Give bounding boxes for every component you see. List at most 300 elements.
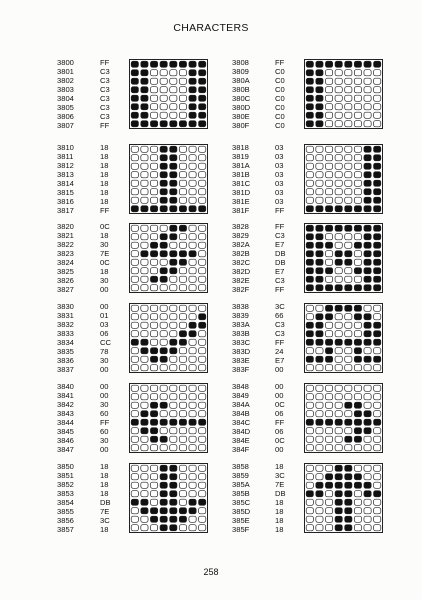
pixel-off bbox=[131, 428, 138, 434]
pixel-off bbox=[150, 499, 157, 505]
address: 382E bbox=[232, 276, 250, 285]
pixel-on bbox=[189, 87, 196, 93]
address: 382D bbox=[232, 267, 251, 276]
pixel-off bbox=[374, 121, 381, 127]
byte-value: 30 bbox=[100, 436, 109, 445]
pixel-on bbox=[364, 251, 371, 257]
byte-column bbox=[100, 58, 120, 130]
pixel-off bbox=[325, 402, 332, 408]
byte-value: 18 bbox=[100, 462, 109, 471]
pixel-off bbox=[131, 322, 138, 328]
pixel-grid bbox=[304, 383, 383, 453]
byte-value: 24 bbox=[275, 347, 284, 356]
pixel-off bbox=[325, 172, 332, 178]
address: 3842 bbox=[57, 400, 74, 409]
pixel-off bbox=[364, 70, 371, 76]
pixel-on bbox=[306, 78, 313, 84]
address-column bbox=[232, 382, 266, 454]
pixel-on bbox=[160, 525, 167, 531]
pixel-off bbox=[345, 385, 352, 391]
byte-value: 0C bbox=[100, 258, 110, 267]
pixel-on bbox=[306, 331, 313, 337]
address: 381C bbox=[232, 179, 251, 188]
pixel-off bbox=[316, 305, 323, 311]
pixel-on bbox=[141, 61, 148, 67]
address: 3811 bbox=[57, 152, 74, 161]
pixel-off bbox=[150, 268, 157, 274]
pixel-off bbox=[189, 356, 196, 362]
byte-value: FF bbox=[275, 206, 285, 215]
byte-value: 18 bbox=[275, 507, 284, 516]
pixel-on bbox=[374, 155, 381, 161]
pixel-on bbox=[354, 419, 361, 425]
pixel-off bbox=[199, 146, 206, 152]
byte-value: DB bbox=[100, 498, 111, 507]
byte-value: 0C bbox=[100, 222, 110, 231]
pixel-on bbox=[316, 259, 323, 265]
pixel-off bbox=[150, 491, 157, 497]
byte-value: E7 bbox=[275, 240, 285, 249]
byte-value: 18 bbox=[100, 480, 109, 489]
pixel-on bbox=[364, 234, 371, 240]
pixel-on bbox=[354, 242, 361, 248]
pixel-off bbox=[354, 95, 361, 101]
pixel-off bbox=[306, 474, 313, 480]
address: 3801 bbox=[57, 67, 74, 76]
pixel-off bbox=[306, 402, 313, 408]
address: 3855 bbox=[57, 507, 74, 516]
pixel-off bbox=[179, 305, 186, 311]
pixel-off bbox=[199, 180, 206, 186]
pixel-off bbox=[374, 365, 381, 371]
pixel-on bbox=[345, 436, 352, 442]
byte-value: FF bbox=[275, 285, 285, 294]
address: 3857 bbox=[57, 525, 74, 534]
pixel-on bbox=[160, 482, 167, 488]
pixel-off bbox=[179, 525, 186, 531]
pixel-on bbox=[170, 259, 177, 265]
pixel-off bbox=[160, 285, 167, 291]
pixel-on bbox=[345, 508, 352, 514]
byte-value: 03 bbox=[275, 197, 284, 206]
pixel-grid bbox=[304, 303, 383, 373]
pixel-on bbox=[354, 474, 361, 480]
pixel-grid-svg bbox=[130, 384, 207, 452]
address: 3812 bbox=[57, 161, 74, 170]
pixel-off bbox=[131, 482, 138, 488]
pixel-on bbox=[179, 251, 186, 257]
pixel-off bbox=[199, 163, 206, 169]
pixel-on bbox=[364, 268, 371, 274]
pixel-on bbox=[335, 305, 342, 311]
byte-value: 3C bbox=[100, 516, 110, 525]
pixel-on bbox=[345, 339, 352, 345]
pixel-off bbox=[170, 428, 177, 434]
pixel-off bbox=[335, 146, 342, 152]
pixel-on bbox=[179, 339, 186, 345]
address: 3814 bbox=[57, 179, 74, 188]
pixel-off bbox=[325, 197, 332, 203]
pixel-on bbox=[316, 112, 323, 118]
pixel-off bbox=[150, 474, 157, 480]
pixel-on bbox=[141, 348, 148, 354]
pixel-on bbox=[335, 225, 342, 231]
byte-column bbox=[100, 222, 120, 294]
pixel-off bbox=[150, 70, 157, 76]
address: 382F bbox=[232, 285, 250, 294]
pixel-off bbox=[131, 268, 138, 274]
pixel-off bbox=[316, 348, 323, 354]
pixel-off bbox=[364, 516, 371, 522]
address: 3802 bbox=[57, 76, 74, 85]
pixel-off bbox=[354, 189, 361, 195]
byte-value: 00 bbox=[100, 445, 109, 454]
pixel-on bbox=[374, 146, 381, 152]
byte-value: C3 bbox=[100, 103, 110, 112]
pixel-on bbox=[364, 419, 371, 425]
pixel-off bbox=[335, 95, 342, 101]
pixel-off bbox=[179, 322, 186, 328]
pixel-on bbox=[150, 508, 157, 514]
pixel-off bbox=[199, 428, 206, 434]
address-column bbox=[232, 462, 266, 534]
pixel-off bbox=[306, 465, 313, 471]
pixel-off bbox=[141, 259, 148, 265]
pixel-off bbox=[189, 428, 196, 434]
pixel-off bbox=[354, 365, 361, 371]
pixel-on bbox=[199, 87, 206, 93]
pixel-off bbox=[141, 491, 148, 497]
pixel-off bbox=[199, 172, 206, 178]
pixel-off bbox=[335, 394, 342, 400]
pixel-off bbox=[325, 189, 332, 195]
byte-column bbox=[100, 382, 120, 454]
pixel-on bbox=[316, 251, 323, 257]
address: 3819 bbox=[232, 152, 249, 161]
pixel-on bbox=[354, 285, 361, 291]
pixel-off bbox=[160, 225, 167, 231]
pixel-off bbox=[306, 197, 313, 203]
pixel-off bbox=[364, 465, 371, 471]
pixel-off bbox=[354, 234, 361, 240]
address: 3859 bbox=[232, 471, 249, 480]
pixel-off bbox=[199, 482, 206, 488]
pixel-on bbox=[160, 436, 167, 442]
pixel-off bbox=[199, 242, 206, 248]
address: 3852 bbox=[57, 480, 74, 489]
pixel-off bbox=[306, 172, 313, 178]
pixel-off bbox=[354, 445, 361, 451]
byte-value: C0 bbox=[275, 85, 285, 94]
pixel-on bbox=[364, 276, 371, 282]
pixel-off bbox=[316, 516, 323, 522]
pixel-off bbox=[179, 163, 186, 169]
pixel-off bbox=[316, 365, 323, 371]
pixel-off bbox=[189, 465, 196, 471]
pixel-off bbox=[345, 394, 352, 400]
pixel-on bbox=[335, 465, 342, 471]
byte-value: C3 bbox=[275, 231, 285, 240]
address: 380D bbox=[232, 103, 251, 112]
byte-value: 06 bbox=[100, 329, 109, 338]
byte-value: 18 bbox=[100, 161, 109, 170]
pixel-off bbox=[150, 365, 157, 371]
pixel-off bbox=[189, 411, 196, 417]
pixel-on bbox=[374, 356, 381, 362]
pixel-on bbox=[316, 121, 323, 127]
pixel-off bbox=[354, 491, 361, 497]
pixel-on bbox=[354, 436, 361, 442]
pixel-off bbox=[374, 314, 381, 320]
pixel-off bbox=[335, 121, 342, 127]
pixel-off bbox=[160, 445, 167, 451]
pixel-off bbox=[170, 285, 177, 291]
pixel-on bbox=[160, 197, 167, 203]
byte-value: 18 bbox=[100, 143, 109, 152]
pixel-on bbox=[316, 285, 323, 291]
pixel-on bbox=[141, 112, 148, 118]
pixel-off bbox=[131, 305, 138, 311]
pixel-off bbox=[316, 499, 323, 505]
byte-value: 18 bbox=[100, 170, 109, 179]
pixel-off bbox=[179, 491, 186, 497]
address-column bbox=[57, 382, 91, 454]
pixel-off bbox=[150, 104, 157, 110]
pixel-on bbox=[316, 206, 323, 212]
pixel-on bbox=[306, 339, 313, 345]
byte-value: C0 bbox=[275, 76, 285, 85]
pixel-off bbox=[150, 163, 157, 169]
address: 3826 bbox=[57, 276, 74, 285]
pixel-off bbox=[325, 394, 332, 400]
pixel-off bbox=[179, 242, 186, 248]
pixel-on bbox=[374, 163, 381, 169]
pixel-off bbox=[189, 402, 196, 408]
pixel-on bbox=[160, 163, 167, 169]
pixel-off bbox=[335, 197, 342, 203]
pixel-off bbox=[150, 305, 157, 311]
pixel-off bbox=[150, 180, 157, 186]
pixel-off bbox=[131, 146, 138, 152]
byte-value: DB bbox=[275, 249, 286, 258]
pixel-on bbox=[179, 419, 186, 425]
address: 3808 bbox=[232, 58, 249, 67]
pixel-off bbox=[316, 155, 323, 161]
pixel-on bbox=[199, 95, 206, 101]
pixel-off bbox=[306, 516, 313, 522]
pixel-off bbox=[131, 251, 138, 257]
address-column bbox=[57, 302, 91, 374]
pixel-off bbox=[364, 348, 371, 354]
pixel-off bbox=[131, 348, 138, 354]
pixel-off bbox=[364, 112, 371, 118]
byte-value: FF bbox=[275, 338, 285, 347]
pixel-on bbox=[170, 121, 177, 127]
pixel-off bbox=[364, 402, 371, 408]
character-block bbox=[57, 222, 212, 294]
byte-value: 18 bbox=[100, 231, 109, 240]
pixel-off bbox=[170, 78, 177, 84]
pixel-on bbox=[325, 268, 332, 274]
pixel-off bbox=[325, 112, 332, 118]
byte-value: 30 bbox=[100, 240, 109, 249]
byte-value: C3 bbox=[100, 76, 110, 85]
pixel-off bbox=[325, 146, 332, 152]
byte-value: 18 bbox=[275, 462, 284, 471]
pixel-off bbox=[306, 385, 313, 391]
pixel-off bbox=[364, 365, 371, 371]
pixel-off bbox=[345, 242, 352, 248]
pixel-off bbox=[364, 394, 371, 400]
address-column bbox=[232, 58, 266, 130]
pixel-on bbox=[170, 163, 177, 169]
pixel-off bbox=[131, 285, 138, 291]
pixel-off bbox=[160, 411, 167, 417]
pixel-on bbox=[306, 242, 313, 248]
pixel-off bbox=[306, 508, 313, 514]
pixel-on bbox=[170, 525, 177, 531]
pixel-on bbox=[345, 259, 352, 265]
pixel-grid-svg bbox=[130, 145, 207, 213]
byte-value: E7 bbox=[275, 267, 285, 276]
pixel-off bbox=[160, 331, 167, 337]
pixel-off bbox=[374, 516, 381, 522]
byte-value: 30 bbox=[100, 356, 109, 365]
pixel-on bbox=[170, 225, 177, 231]
pixel-off bbox=[141, 146, 148, 152]
pixel-off bbox=[170, 436, 177, 442]
pixel-off bbox=[335, 172, 342, 178]
pixel-on bbox=[306, 61, 313, 67]
pixel-on bbox=[199, 499, 206, 505]
pixel-on bbox=[131, 112, 138, 118]
pixel-on bbox=[374, 197, 381, 203]
pixel-off bbox=[354, 499, 361, 505]
pixel-off bbox=[150, 339, 157, 345]
pixel-off bbox=[150, 225, 157, 231]
pixel-on bbox=[325, 285, 332, 291]
pixel-on bbox=[160, 402, 167, 408]
pixel-off bbox=[189, 259, 196, 265]
pixel-off bbox=[170, 112, 177, 118]
byte-value: C3 bbox=[100, 67, 110, 76]
pixel-off bbox=[189, 305, 196, 311]
byte-value: C0 bbox=[275, 121, 285, 130]
pixel-on bbox=[316, 339, 323, 345]
byte-value: 7E bbox=[100, 507, 110, 516]
pixel-on bbox=[364, 411, 371, 417]
pixel-off bbox=[141, 516, 148, 522]
pixel-on bbox=[199, 206, 206, 212]
byte-column bbox=[275, 462, 295, 534]
pixel-off bbox=[141, 285, 148, 291]
pixel-off bbox=[179, 197, 186, 203]
pixel-on bbox=[316, 70, 323, 76]
pixel-on bbox=[364, 225, 371, 231]
page-title: CHARACTERS bbox=[173, 22, 249, 34]
pixel-on bbox=[316, 331, 323, 337]
pixel-off bbox=[179, 180, 186, 186]
address: 384C bbox=[232, 418, 251, 427]
pixel-on bbox=[374, 189, 381, 195]
byte-value: 18 bbox=[100, 471, 109, 480]
pixel-off bbox=[345, 314, 352, 320]
pixel-on bbox=[131, 206, 138, 212]
pixel-off bbox=[170, 104, 177, 110]
pixel-on bbox=[325, 482, 332, 488]
pixel-off bbox=[179, 314, 186, 320]
pixel-off bbox=[306, 314, 313, 320]
pixel-on bbox=[335, 525, 342, 531]
pixel-off bbox=[179, 285, 186, 291]
address: 380F bbox=[232, 121, 250, 130]
byte-value: CC bbox=[100, 338, 111, 347]
pixel-on bbox=[199, 61, 206, 67]
pixel-off bbox=[179, 428, 186, 434]
byte-value: 00 bbox=[100, 382, 109, 391]
pixel-on bbox=[170, 172, 177, 178]
address: 3832 bbox=[57, 320, 74, 329]
pixel-off bbox=[354, 146, 361, 152]
pixel-off bbox=[354, 104, 361, 110]
pixel-on bbox=[131, 499, 138, 505]
pixel-on bbox=[189, 112, 196, 118]
pixel-on bbox=[335, 482, 342, 488]
address: 3813 bbox=[57, 170, 74, 179]
pixel-off bbox=[160, 259, 167, 265]
pixel-on bbox=[170, 251, 177, 257]
pixel-off bbox=[141, 189, 148, 195]
byte-value: 18 bbox=[100, 197, 109, 206]
pixel-off bbox=[189, 516, 196, 522]
pixel-on bbox=[374, 268, 381, 274]
pixel-on bbox=[335, 285, 342, 291]
pixel-off bbox=[316, 445, 323, 451]
pixel-off bbox=[150, 189, 157, 195]
pixel-off bbox=[335, 104, 342, 110]
address: 3805 bbox=[57, 103, 74, 112]
pixel-off bbox=[354, 87, 361, 93]
pixel-off bbox=[306, 189, 313, 195]
pixel-on bbox=[325, 356, 332, 362]
pixel-on bbox=[131, 70, 138, 76]
pixel-off bbox=[131, 197, 138, 203]
character-block bbox=[232, 222, 387, 294]
pixel-off bbox=[160, 365, 167, 371]
pixel-on bbox=[374, 285, 381, 291]
pixel-on bbox=[374, 172, 381, 178]
pixel-off bbox=[345, 112, 352, 118]
pixel-off bbox=[354, 70, 361, 76]
pixel-off bbox=[199, 339, 206, 345]
pixel-off bbox=[316, 189, 323, 195]
byte-value: 3C bbox=[275, 302, 285, 311]
pixel-off bbox=[170, 314, 177, 320]
pixel-on bbox=[189, 251, 196, 257]
pixel-off bbox=[354, 465, 361, 471]
pixel-on bbox=[316, 61, 323, 67]
pixel-off bbox=[374, 385, 381, 391]
address-column bbox=[232, 143, 266, 215]
pixel-grid-svg bbox=[305, 60, 382, 128]
pixel-on bbox=[316, 242, 323, 248]
pixel-off bbox=[354, 155, 361, 161]
pixel-off bbox=[189, 365, 196, 371]
pixel-on bbox=[354, 428, 361, 434]
pixel-off bbox=[141, 197, 148, 203]
address: 3807 bbox=[57, 121, 74, 130]
pixel-off bbox=[189, 474, 196, 480]
